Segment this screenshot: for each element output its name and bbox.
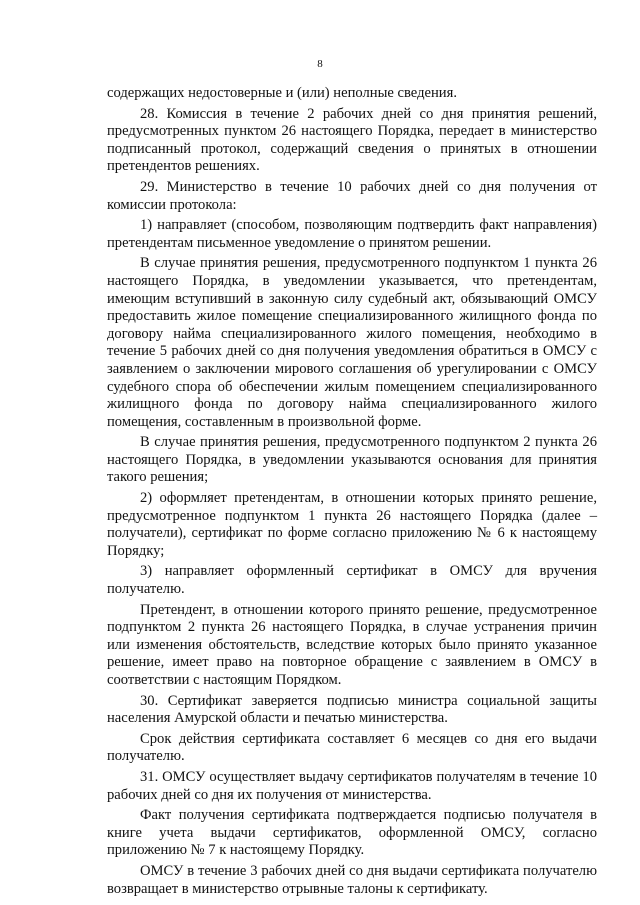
paragraph-29-item-2: 2) оформляет претендентам, в отношении которых принято решение, предусмотренное подпунктом 1 пункта 26 настоящего Порядка (далее – получатели), сертификат по форме согласно приложению № 6 к настоящему Порядку; (107, 490, 597, 559)
paragraph-29-subpoint-2-case: В случае принятия решения, предусмотренного подпунктом 2 пункта 26 настоящего Порядка, в уведомлении указываются основания для принятия такого решения; (107, 434, 597, 486)
paragraph-29-item-3: 3) направляет оформленный сертификат в ОМСУ для вручения получателю. (107, 563, 597, 598)
paragraph-continuation: содержащих недостоверные и (или) неполные сведения. (107, 85, 457, 101)
paragraph-28: 28. Комиссия в течение 2 рабочих дней со дня принятия решений, предусмотренных пунктом 26 настоящего Порядка, передает в министерство подписанный протокол, содержащий сведения о принятых в отношении претендентов решениях. (107, 105, 597, 175)
paragraph-30-validity: Срок действия сертификата составляет 6 месяцев со дня его выдачи получателю. (107, 730, 597, 765)
document-body (107, 85, 597, 901)
paragraph-29-subpoint-1-case: В случае принятия решения, предусмотренного подпунктом 1 пункта 26 настоящего Порядка, в уведомлении указывается, что претендентам, имеющим вступивший в законную силу судебный акт, обязывающий ОМСУ предоставить жилое помещение специализированного жилищного фонда по договору найма специализированного жилого помещения, необходимо в течение 5 рабочих дней со дня получения уведомления обратиться в ОМСУ с заявлением о заключении мирового соглашения об урегулировании с ОМСУ судебного спора об обеспечении жилым помещением специализированного жилищного фонда по договору найма специализированного жилого помещения, составленным в произвольной форме. (107, 255, 597, 430)
paragraph-29: 29. Министерство в течение 10 рабочих дней со дня получения от комиссии протокола: (107, 178, 597, 213)
paragraph-29-item-1: 1) направляет (способом, позволяющим подтвердить факт направления) претендентам письменное уведомление о принятом решении. (107, 217, 597, 251)
page-number: 8 (317, 58, 323, 70)
paragraph-31: 31. ОМСУ осуществляет выдачу сертификатов получателям в течение 10 рабочих дней со дня их получения от министерства. (107, 768, 597, 803)
paragraph-31-receipt: Факт получения сертификата подтверждается подписью получателя в книге учета выдачи сертификатов, оформленной ОМСУ, согласно приложению № 7 к настоящему Порядку. (107, 807, 597, 859)
paragraph-31-return: ОМСУ в течение 3 рабочих дней со дня выдачи сертификата получателю возвращает в министерство отрывные талоны к сертификату. (107, 862, 597, 897)
paragraph-30: 30. Сертификат заверяется подписью министра социальной защиты населения Амурской области и печатью министерства. (107, 692, 597, 727)
paragraph-29-reapplication: Претендент, в отношении которого принято решение, предусмотренное подпунктом 2 пункта 26 настоящего Порядка, в случае устранения причин или изменения обстоятельств, вследствие которых было принято указанное решение, имеет право на повторное обращение с заявлением в ОМСУ в соответствии с настоящим Порядком. (107, 601, 597, 688)
